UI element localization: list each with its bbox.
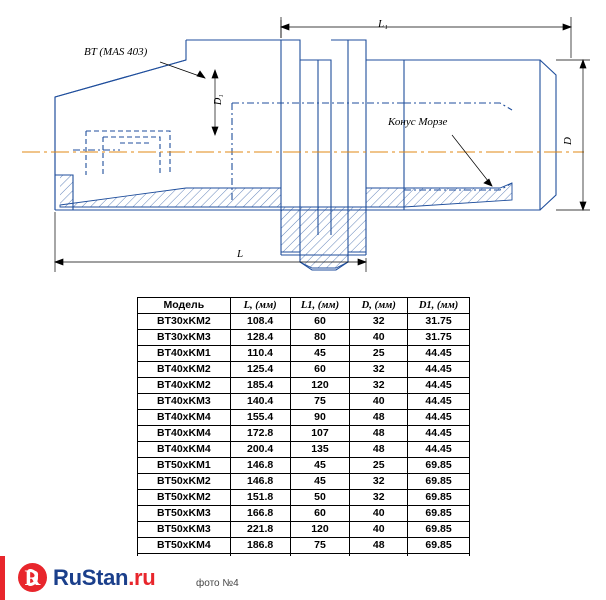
label-L: L [237, 248, 244, 260]
dimensions-table-wrap [137, 297, 470, 570]
cell-model: BT40xKM1 [138, 346, 231, 362]
label-D1: D₁ [213, 94, 224, 105]
cell-L: 146.8 [230, 458, 290, 474]
cell-D: 25 [350, 346, 408, 362]
cell-L: 151.8 [230, 490, 290, 506]
cell-L1: 45 [290, 474, 350, 490]
cell-L: 185.4 [230, 378, 290, 394]
cell-D1: 44.45 [408, 442, 470, 458]
header-D1: D1, (мм) [408, 298, 470, 314]
cell-L: 108.4 [230, 314, 290, 330]
cell-D: 32 [350, 314, 408, 330]
cell-L: 140.4 [230, 394, 290, 410]
cell-model: BT40xKM4 [138, 426, 231, 442]
cell-L: 125.4 [230, 362, 290, 378]
cell-L1: 50 [290, 490, 350, 506]
header-model: Модель [138, 298, 231, 314]
cell-model: BT40xKM3 [138, 394, 231, 410]
cell-D: 48 [350, 426, 408, 442]
table-row [138, 506, 470, 522]
cell-D: 32 [350, 362, 408, 378]
cell-D: 32 [350, 474, 408, 490]
cell-D1: 31.75 [408, 330, 470, 346]
cell-model: BT40xKM2 [138, 378, 231, 394]
label-bt-mas403: BT (MAS 403) [84, 46, 148, 58]
cell-D1: 69.85 [408, 474, 470, 490]
table-row [138, 490, 470, 506]
cell-L1: 120 [290, 378, 350, 394]
table-row [138, 474, 470, 490]
cell-L1: 107 [290, 426, 350, 442]
section-hatching [60, 175, 512, 268]
cell-D: 48 [350, 410, 408, 426]
cell-L1: 135 [290, 442, 350, 458]
cell-L: 155.4 [230, 410, 290, 426]
cell-D1: 44.45 [408, 410, 470, 426]
cell-L1: 80 [290, 330, 350, 346]
table-row [138, 330, 470, 346]
cell-D1: 69.85 [408, 538, 470, 554]
cell-model: BT50xKM4 [138, 538, 231, 554]
cell-D1: 69.85 [408, 522, 470, 538]
cell-L: 200.4 [230, 442, 290, 458]
label-konus-morze: Конус Морзе [388, 116, 448, 128]
cell-L1: 45 [290, 458, 350, 474]
table-row [138, 442, 470, 458]
red-accent-bar [0, 556, 5, 600]
table-row [138, 522, 470, 538]
photo-caption: фото №4 [196, 578, 239, 589]
table-row [138, 394, 470, 410]
cell-model: BT30xKM3 [138, 330, 231, 346]
header-L: L, (мм) [230, 298, 290, 314]
cell-L1: 60 [290, 506, 350, 522]
cell-D1: 44.45 [408, 426, 470, 442]
brand-name-first: RuStan [53, 565, 129, 590]
cell-model: BT50xKM1 [138, 458, 231, 474]
table-row [138, 362, 470, 378]
cell-L1: 90 [290, 410, 350, 426]
cell-model: BT50xKM2 [138, 474, 231, 490]
cell-L1: 120 [290, 522, 350, 538]
header-L1: L1, (мм) [290, 298, 350, 314]
cell-D: 25 [350, 458, 408, 474]
cell-D1: 69.85 [408, 490, 470, 506]
header-D: D, (мм) [350, 298, 408, 314]
table-row [138, 458, 470, 474]
cell-L: 186.8 [230, 538, 290, 554]
table-body [138, 314, 470, 570]
cell-D: 32 [350, 490, 408, 506]
cell-L1: 60 [290, 362, 350, 378]
brand-name [53, 565, 155, 591]
footer-watermark [0, 556, 606, 600]
cell-model: BT50xKM3 [138, 522, 231, 538]
table-header-row [138, 298, 470, 314]
cell-D: 40 [350, 522, 408, 538]
cell-L: 128.4 [230, 330, 290, 346]
cell-D1: 44.45 [408, 346, 470, 362]
table-row [138, 426, 470, 442]
cell-L1: 45 [290, 346, 350, 362]
cell-D: 32 [350, 378, 408, 394]
cell-D1: 44.45 [408, 394, 470, 410]
cell-model: BT40xKM2 [138, 362, 231, 378]
cell-D1: 31.75 [408, 314, 470, 330]
cell-L1: 75 [290, 394, 350, 410]
cell-D: 40 [350, 330, 408, 346]
cell-D: 40 [350, 506, 408, 522]
technical-drawing [0, 0, 606, 290]
cell-model: BT50xKM3 [138, 506, 231, 522]
logo-letter: R [24, 565, 41, 590]
cell-model: BT30xKM2 [138, 314, 231, 330]
cell-D: 40 [350, 394, 408, 410]
cell-L: 221.8 [230, 522, 290, 538]
cell-L: 146.8 [230, 474, 290, 490]
cell-L: 172.8 [230, 426, 290, 442]
table-row [138, 346, 470, 362]
cell-D: 48 [350, 442, 408, 458]
cell-model: BT40xKM4 [138, 410, 231, 426]
brand-name-domain: .ru [128, 565, 156, 590]
cell-L: 110.4 [230, 346, 290, 362]
table-row [138, 538, 470, 554]
table-row [138, 314, 470, 330]
cell-D1: 69.85 [408, 458, 470, 474]
drawing-svg [0, 0, 606, 290]
label-L1: L₁ [378, 18, 388, 30]
dimensions-table [137, 297, 470, 570]
cell-model: BT40xKM4 [138, 442, 231, 458]
table-row [138, 378, 470, 394]
label-D: D [562, 137, 574, 145]
cell-D: 48 [350, 538, 408, 554]
cell-model: BT50xKM2 [138, 490, 231, 506]
cell-L: 166.8 [230, 506, 290, 522]
cell-L1: 75 [290, 538, 350, 554]
cell-D1: 44.45 [408, 378, 470, 394]
cell-L1: 60 [290, 314, 350, 330]
table-row [138, 410, 470, 426]
cell-D1: 44.45 [408, 362, 470, 378]
cell-D1: 69.85 [408, 506, 470, 522]
